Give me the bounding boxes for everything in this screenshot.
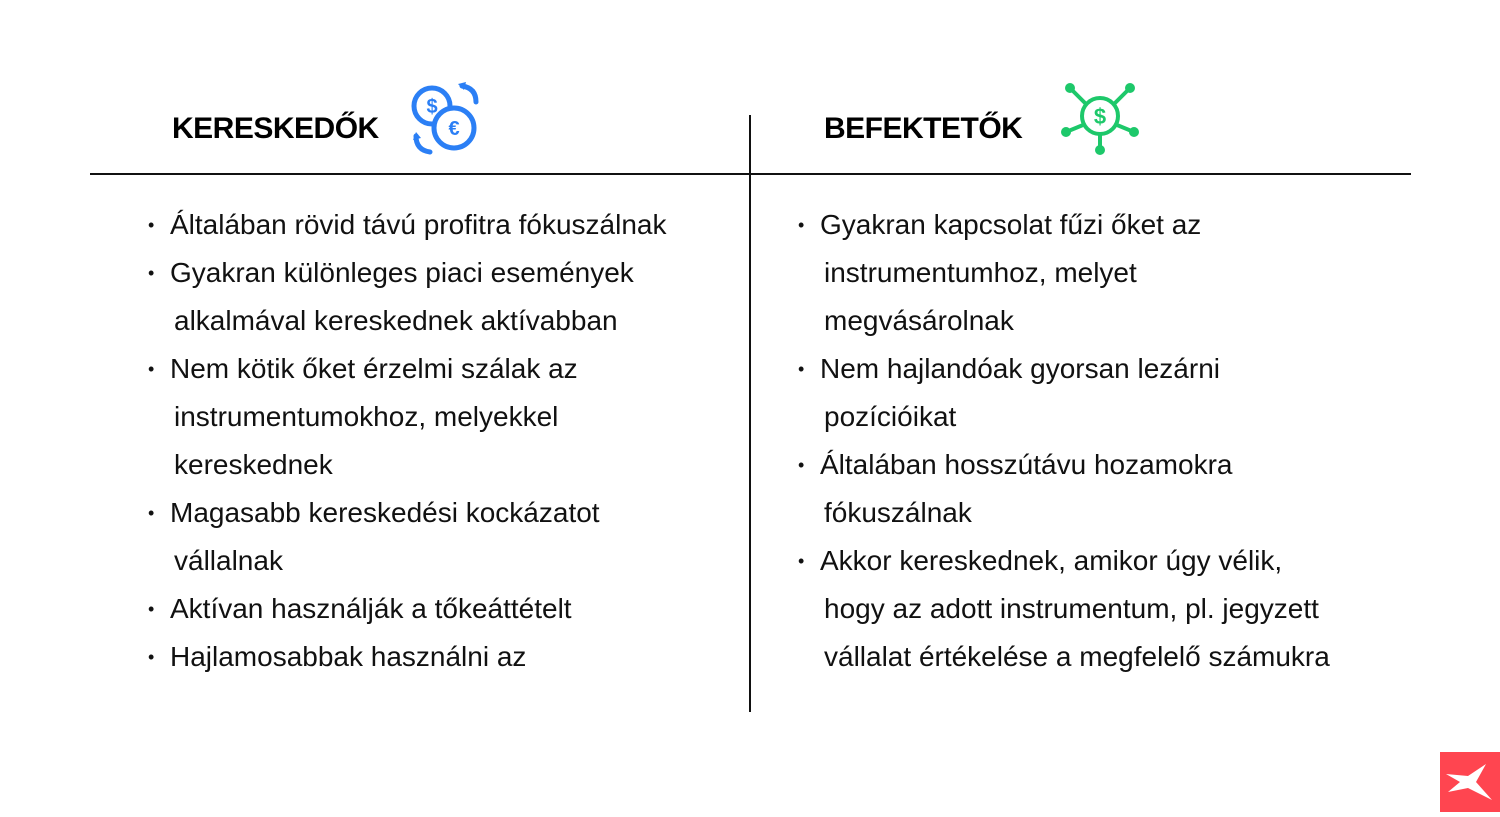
bullet-icon: • [798, 215, 805, 235]
bullet-icon: • [148, 263, 155, 283]
list-item-line: Aktívan használják a tőkeáttételt [170, 593, 572, 624]
svg-text:$: $ [426, 96, 438, 118]
list-item [148, 347, 667, 491]
list-item-line: megvásárolnak [824, 305, 1014, 336]
bullet-icon: • [148, 503, 155, 523]
investors-heading: BEFEKTETŐK [824, 112, 1023, 145]
brand-logo [1440, 752, 1500, 812]
list-item [798, 347, 1330, 443]
investors-list [798, 203, 1330, 683]
investment-network-icon [1060, 82, 1140, 161]
list-item-line: Nem kötik őket érzelmi szálak az [170, 353, 578, 384]
list-item [148, 251, 667, 347]
bullet-icon: • [798, 455, 805, 475]
bullet-icon: • [148, 599, 155, 619]
list-item-line: vállalnak [174, 545, 283, 576]
list-item-line: instrumentumhoz, melyet [824, 257, 1137, 288]
list-item [148, 491, 667, 587]
list-item-line: Hajlamosabbak használni az [170, 641, 527, 672]
list-item-line: alkalmával kereskednek aktívabban [174, 305, 618, 336]
list-item-line: Akkor kereskednek, amikor úgy vélik, [820, 545, 1283, 576]
bullet-icon: • [148, 215, 155, 235]
list-item-line: fókuszálnak [824, 497, 972, 528]
bullet-icon: • [798, 551, 805, 571]
list-item [148, 203, 667, 251]
list-item-line: hogy az adott instrumentum, pl. jegyzett [824, 593, 1319, 624]
list-item-line: kereskednek [174, 449, 333, 480]
list-item [798, 443, 1330, 539]
bullet-icon: • [148, 647, 155, 667]
list-item-line: Általában rövid távú profitra fókuszálnak [170, 209, 667, 240]
list-item-line: Általában hosszútávu hozamokra [820, 449, 1233, 480]
bullet-icon: • [148, 359, 155, 379]
list-item [798, 203, 1330, 347]
list-item [798, 539, 1330, 683]
svg-text:€: € [448, 118, 460, 140]
list-item-line: Gyakran különleges piaci események [170, 257, 634, 288]
list-item-line: instrumentumokhoz, melyekkel [174, 401, 559, 432]
list-item-line: Gyakran kapcsolat fűzi őket az [820, 209, 1202, 240]
list-item-line: Magasabb kereskedési kockázatot [170, 497, 600, 528]
traders-heading: KERESKEDŐK [172, 112, 379, 145]
list-item-line: Nem hajlandóak gyorsan lezárni [820, 353, 1220, 384]
svg-text:$: $ [1093, 104, 1107, 129]
list-item-line: vállalat értékelése a megfelelő számukra [824, 641, 1330, 672]
currency-exchange-icon [408, 82, 484, 161]
column-divider [749, 115, 751, 712]
bullet-icon: • [798, 359, 805, 379]
list-item-line: pozícióikat [824, 401, 957, 432]
list-item [148, 635, 667, 683]
list-item [148, 587, 667, 635]
traders-list [148, 203, 667, 683]
